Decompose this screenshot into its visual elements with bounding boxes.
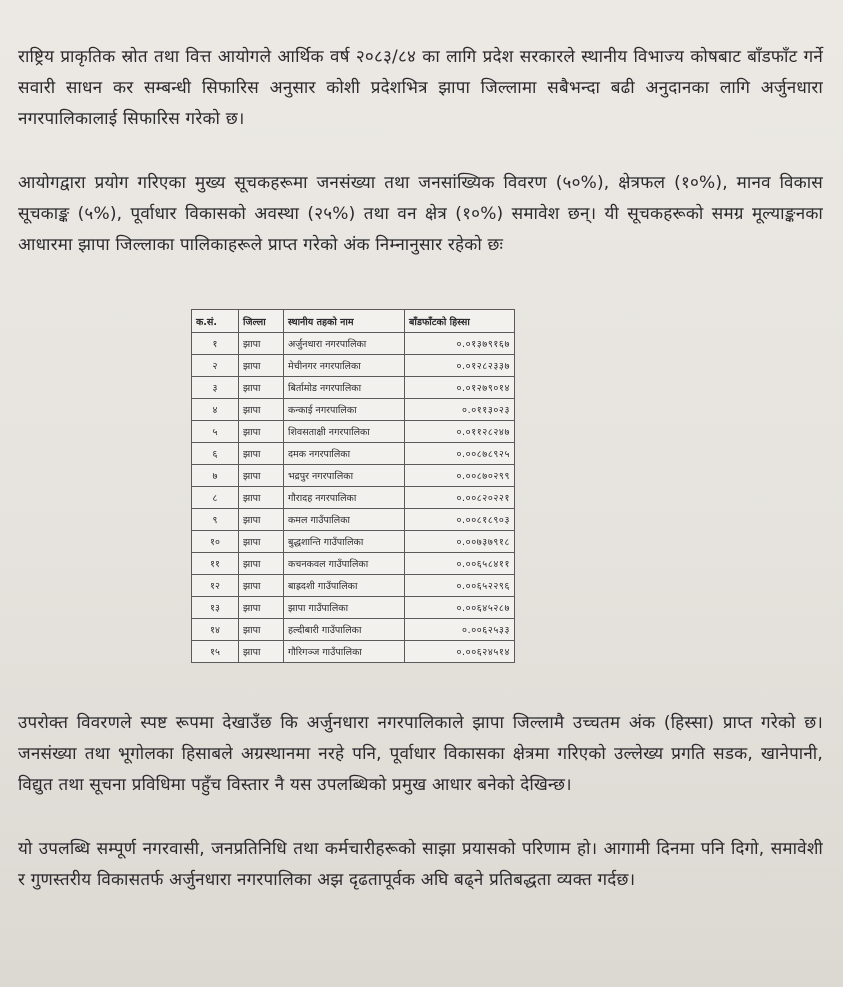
row-share: ०.००६५२२९६	[405, 575, 515, 597]
row-share: ०.००८२०२२१	[405, 487, 515, 509]
row-local-level: बाह्रदशी गाउँपालिका	[284, 575, 405, 597]
row-share: ०.०१२८२३३७	[405, 355, 515, 377]
row-district: झापा	[239, 597, 284, 619]
row-local-level: मेचीनगर नगरपालिका	[284, 355, 405, 377]
row-district: झापा	[239, 421, 284, 443]
row-serial: ८	[192, 487, 239, 509]
table-row	[192, 619, 515, 641]
table-row	[192, 333, 515, 355]
table-row	[192, 597, 515, 619]
row-local-level: शिवसताक्षी नगरपालिका	[284, 421, 405, 443]
row-serial: २	[192, 355, 239, 377]
row-local-level: झापा गाउँपालिका	[284, 597, 405, 619]
row-serial: ९	[192, 509, 239, 531]
row-serial: १४	[192, 619, 239, 641]
row-share: ०.०१३७९१६७	[405, 333, 515, 355]
row-serial: १२	[192, 575, 239, 597]
row-share: ०.००८७८९२५	[405, 443, 515, 465]
table-row	[192, 575, 515, 597]
table-row	[192, 421, 515, 443]
conclusion-paragraph: उपरोक्त विवरणले स्पष्ट रूपमा देखाउँछ कि अर्जुनधारा नगरपालिकाले झापा जिल्लामै उच्चतम अंक (हिस्सा) प्राप्त गरेको छ। जनसंख्या तथा भूगोलका हिसाबले अग्रस्थानमा नरहे पनि, पूर्वाधार विकासका क्षेत्रमा गरिएको उल्लेख्य प्रगति सडक, खानेपानी, विद्युत तथा सूचना प्रविधिमा पहुँच विस्तार नै यस उपलब्धिको प्रमुख आधार बनेको देखिन्छ।	[18, 713, 823, 795]
row-local-level: भद्रपुर नगरपालिका	[284, 465, 405, 487]
row-district: झापा	[239, 333, 284, 355]
row-share: ०.००७३७९१८	[405, 531, 515, 553]
table-row	[192, 531, 515, 553]
row-local-level: दमक नगरपालिका	[284, 443, 405, 465]
closing-paragraph: यो उपलब्धि सम्पूर्ण नगरवासी, जनप्रतिनिधि तथा कर्मचारीहरूको साझा प्रयासको परिणाम हो। आगामी दिनमा पनि दिगो, समावेशी र गुणस्तरीय विकासतर्फ अर्जुनधारा नगरपालिका अझ दृढतापूर्वक अघि बढ्ने प्रतिबद्धता व्यक्त गर्दछ।	[18, 839, 823, 890]
table-body	[192, 333, 515, 663]
row-local-level: अर्जुनधारा नगरपालिका	[284, 333, 405, 355]
row-local-level: बिर्तामोड नगरपालिका	[284, 377, 405, 399]
table-row	[192, 399, 515, 421]
table-row	[192, 355, 515, 377]
allocation-table	[191, 309, 515, 663]
header-serial: क.सं.	[192, 310, 239, 333]
row-local-level: गौरादह नगरपालिका	[284, 487, 405, 509]
row-district: झापा	[239, 553, 284, 575]
row-serial: १०	[192, 531, 239, 553]
table-header-row	[192, 310, 515, 333]
row-local-level: बुद्धशान्ति गाउँपालिका	[284, 531, 405, 553]
row-serial: १	[192, 333, 239, 355]
row-serial: ४	[192, 399, 239, 421]
row-serial: ६	[192, 443, 239, 465]
row-district: झापा	[239, 619, 284, 641]
row-serial: ७	[192, 465, 239, 487]
row-serial: १५	[192, 641, 239, 663]
header-share: बाँडफाँटको हिस्सा	[405, 310, 515, 333]
row-share: ०.०१२७९०१४	[405, 377, 515, 399]
header-district: जिल्ला	[239, 310, 284, 333]
row-share: ०.०११२८२४७	[405, 421, 515, 443]
table-row	[192, 553, 515, 575]
row-share: ०.००८७०२९९	[405, 465, 515, 487]
table-row	[192, 509, 515, 531]
row-share: ०.००६४५२८७	[405, 597, 515, 619]
row-district: झापा	[239, 443, 284, 465]
table-row	[192, 443, 515, 465]
row-local-level: गौरिगञ्ज गाउँपालिका	[284, 641, 405, 663]
row-local-level: हल्दीबारी गाउँपालिका	[284, 619, 405, 641]
row-district: झापा	[239, 355, 284, 377]
row-local-level: कन्काई नगरपालिका	[284, 399, 405, 421]
row-serial: १३	[192, 597, 239, 619]
row-district: झापा	[239, 487, 284, 509]
row-local-level: कमल गाउँपालिका	[284, 509, 405, 531]
header-local-level: स्थानीय तहको नाम	[284, 310, 405, 333]
row-district: झापा	[239, 399, 284, 421]
row-district: झापा	[239, 377, 284, 399]
indicators-paragraph: आयोगद्वारा प्रयोग गरिएका मुख्य सूचकहरूमा जनसंख्या तथा जनसांख्यिक विवरण (५०%), क्षेत्रफल (१०%), मानव विकास सूचकाङ्क (५%), पूर्वाधार विकासको अवस्था (२५%) तथा वन क्षेत्र (१०%) समावेश छन्। यी सूचकहरूको समग्र मूल्याङ्कनका आधारमा झापा जिल्लाका पालिकाहरूले प्राप्त गरेको अंक निम्नानुसार रहेको छः	[18, 173, 823, 255]
table-row	[192, 487, 515, 509]
row-district: झापा	[239, 509, 284, 531]
row-district: झापा	[239, 575, 284, 597]
intro-paragraph: राष्ट्रिय प्राकृतिक स्रोत तथा वित्त आयोगले आर्थिक वर्ष २०८३/८४ का लागि प्रदेश सरकारले स्थानीय विभाज्य कोषबाट बाँडफाँट गर्ने सवारी साधन कर सम्बन्धी सिफारिस अनुसार कोशी प्रदेशभित्र झापा जिल्लामा सबैभन्दा बढी अनुदानका लागि अर्जुनधारा नगरपालिकालाई सिफारिस गरेको छ।	[18, 47, 823, 129]
row-district: झापा	[239, 465, 284, 487]
row-share: ०.००८१८९०३	[405, 509, 515, 531]
row-local-level: कचनकवल गाउँपालिका	[284, 553, 405, 575]
row-share: ०.००६५८४११	[405, 553, 515, 575]
table-row	[192, 641, 515, 663]
row-share: ०.००६२५३३	[405, 619, 515, 641]
row-share: ०.०११३०२३	[405, 399, 515, 421]
row-district: झापा	[239, 531, 284, 553]
row-serial: ११	[192, 553, 239, 575]
row-district: झापा	[239, 641, 284, 663]
table-row	[192, 465, 515, 487]
row-serial: ३	[192, 377, 239, 399]
row-share: ०.००६२४५१४	[405, 641, 515, 663]
table-row	[192, 377, 515, 399]
row-serial: ५	[192, 421, 239, 443]
